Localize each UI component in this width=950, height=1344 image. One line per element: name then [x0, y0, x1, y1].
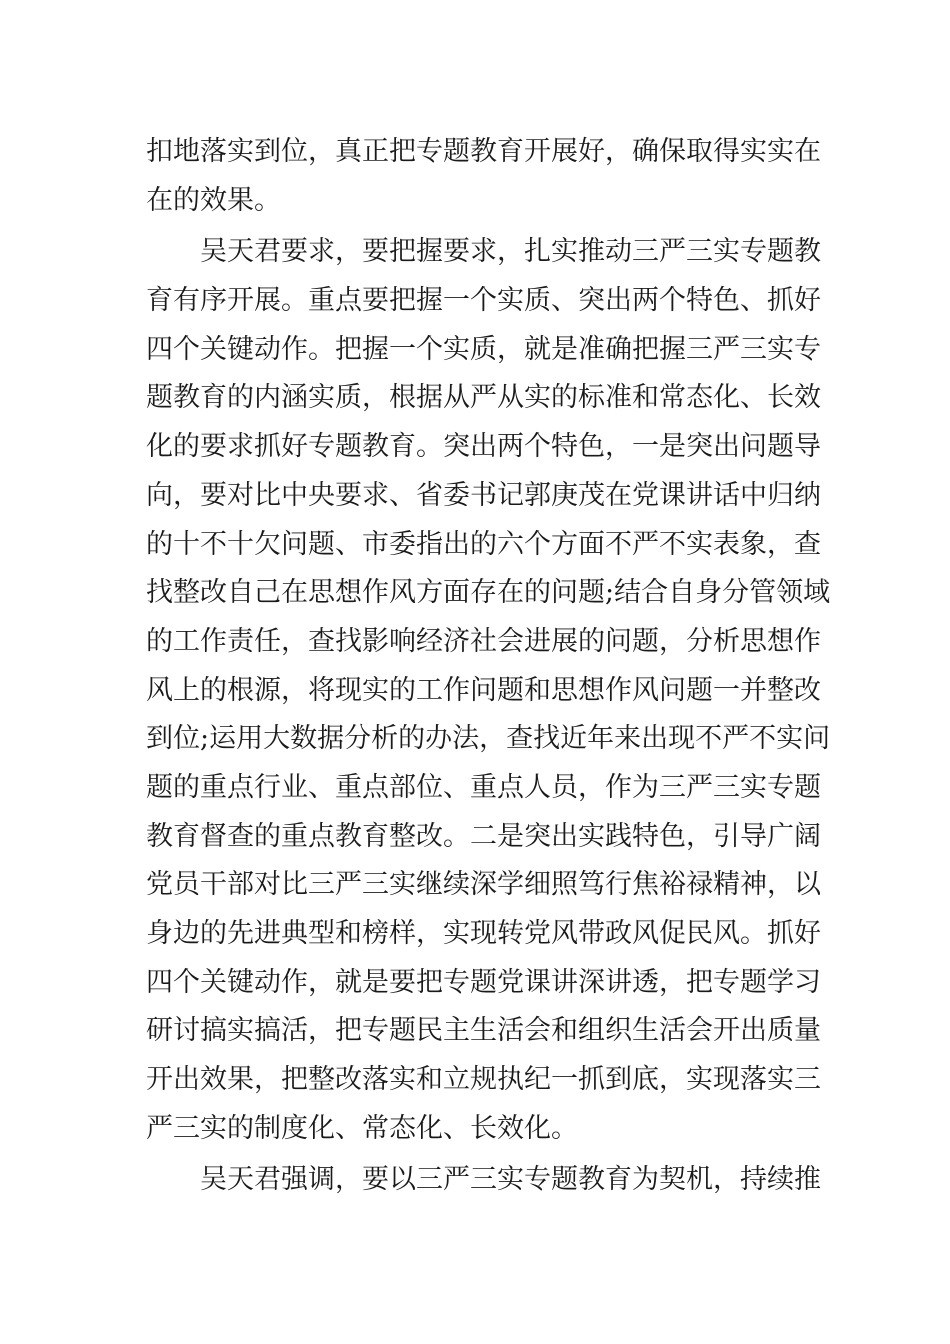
text-line: 题的重点行业、重点部位、重点人员，作为三严三实专题 — [146, 771, 821, 803]
text-line: 题教育的内涵实质，根据从严从实的标准和常态化、长效 — [146, 382, 821, 414]
text-line: 严三实的制度化、常态化、长效化。 — [146, 1112, 578, 1144]
text-line: 吴天君要求，要把握要求，扎实推动三严三实专题教 — [200, 236, 821, 268]
text-line: 化的要求抓好专题教育。突出两个特色，一是突出问题导 — [146, 431, 821, 463]
text-line: 到位;运用大数据分析的办法，查找近年来出现不严不实问 — [146, 723, 831, 755]
text-line: 育有序开展。重点要把握一个实质、突出两个特色、抓好 — [146, 285, 821, 317]
text-line: 向，要对比中央要求、省委书记郭庚茂在党课讲话中归纳 — [146, 479, 821, 511]
text-line: 开出效果，把整改落实和立规执纪一抓到底，实现落实三 — [146, 1064, 821, 1096]
text-line: 四个关键动作，就是要把专题党课讲深讲透，把专题学习 — [146, 966, 821, 998]
text-line: 在的效果。 — [146, 184, 281, 216]
document-body — [146, 128, 831, 1205]
text-line: 教育督查的重点教育整改。二是突出实践特色，引导广阔 — [146, 820, 821, 852]
text-line: 的工作责任，查找影响经济社会进展的问题，分析思想作 — [146, 625, 821, 657]
paragraph-1 — [146, 128, 821, 225]
text-line: 的十不十欠问题、市委指出的六个方面不严不实表象，查 — [146, 528, 821, 560]
text-line: 风上的根源，将现实的工作问题和思想作风问题一并整改 — [146, 674, 821, 706]
text-line: 身边的先进典型和榜样，实现转党风带政风促民风。抓好 — [146, 918, 821, 949]
paragraph-2 — [146, 228, 831, 1153]
text-line: 四个关键动作。把握一个实质，就是准确把握三严三实专 — [146, 333, 821, 365]
text-line: 找整改自己在思想作风方面存在的问题;结合自身分管领域 — [146, 577, 831, 609]
text-line: 党员干部对比三严三实继续深学细照笃行焦裕禄精神，以 — [146, 869, 821, 901]
text-line: 扣地落实到位，真正把专题教育开展好，确保取得实实在 — [146, 136, 821, 167]
text-line: 研讨搞实搞活，把专题民主生活会和组织生活会开出质量 — [146, 1015, 821, 1047]
text-line: 吴天君强调，要以三严三实专题教育为契机，持续推 — [200, 1164, 821, 1196]
paragraph-3 — [146, 1156, 821, 1205]
